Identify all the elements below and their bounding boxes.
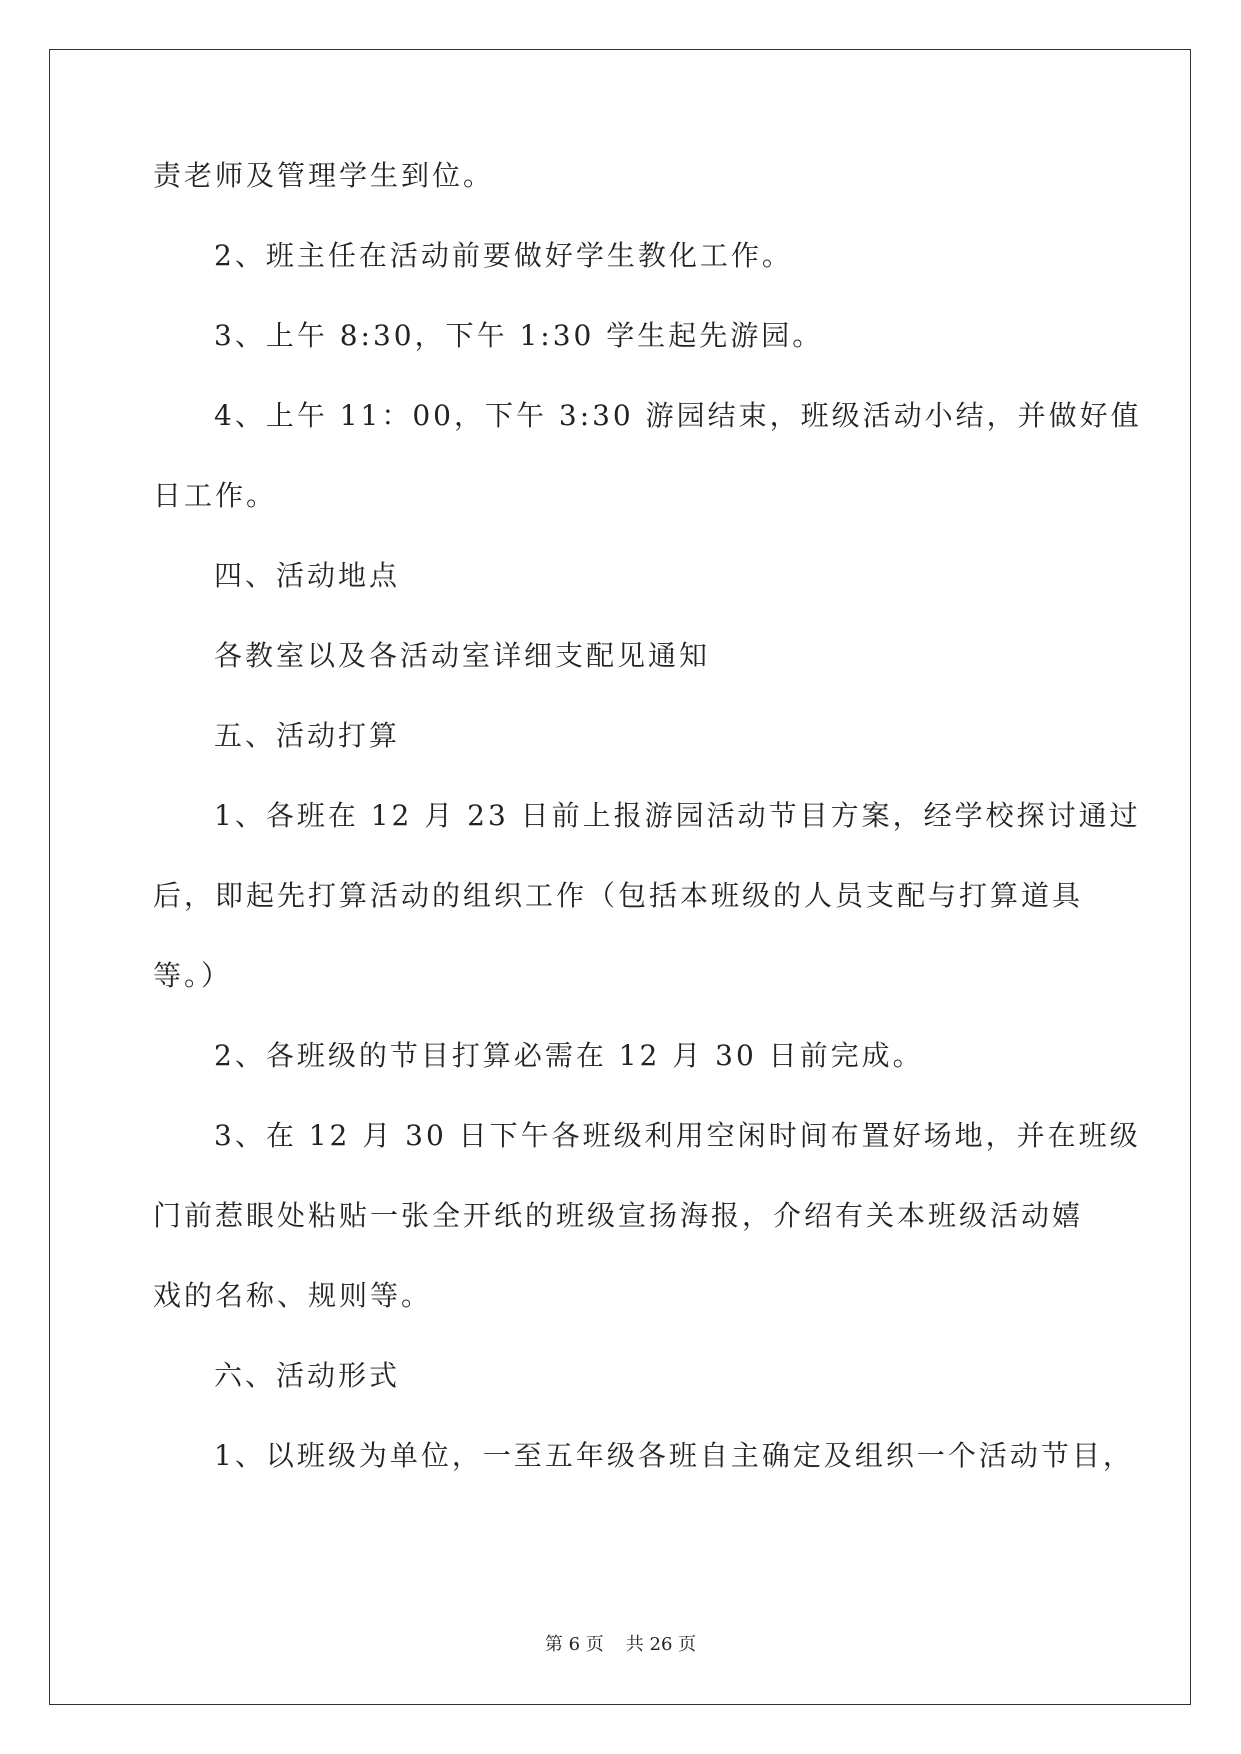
page-number: 第 6 页 <box>544 1634 604 1655</box>
text-line: 责老师及管理学生到位。 <box>153 159 495 192</box>
text-line: 2、班主任在活动前要做好学生教化工作。 <box>214 239 793 272</box>
text-line: 后，即起先打算活动的组织工作（包括本班级的人员支配与打算道具 <box>153 879 1084 912</box>
text-line: 1、各班在 12 月 23 日前上报游园活动节目方案，经学校探讨通过 <box>214 799 1141 832</box>
text-line: 等。） <box>153 959 233 992</box>
text-line: 四、活动地点 <box>214 559 401 592</box>
text-line: 门前惹眼处粘贴一张全开纸的班级宣扬海报，介绍有关本班级活动嬉 <box>153 1199 1084 1232</box>
page-footer <box>0 1630 1241 1656</box>
text-line: 六、活动形式 <box>214 1359 401 1392</box>
text-line: 各教室以及各活动室详细支配见通知 <box>214 639 711 672</box>
text-line: 2、各班级的节目打算必需在 12 月 30 日前完成。 <box>214 1039 924 1072</box>
text-line: 日工作。 <box>153 479 278 512</box>
text-line: 1、以班级为单位，一至五年级各班自主确定及组织一个活动节目， <box>214 1439 1134 1472</box>
text-line: 4、上午 11：00，下午 3:30 游园结束，班级活动小结，并做好值 <box>214 399 1142 432</box>
text-line: 3、上午 8:30，下午 1:30 学生起先游园。 <box>214 319 824 352</box>
text-line: 戏的名称、规则等。 <box>153 1279 433 1312</box>
page-total: 共 26 页 <box>625 1634 697 1655</box>
text-line: 3、在 12 月 30 日下午各班级利用空闲时间布置好场地，并在班级 <box>214 1119 1141 1152</box>
text-line: 五、活动打算 <box>214 719 401 752</box>
